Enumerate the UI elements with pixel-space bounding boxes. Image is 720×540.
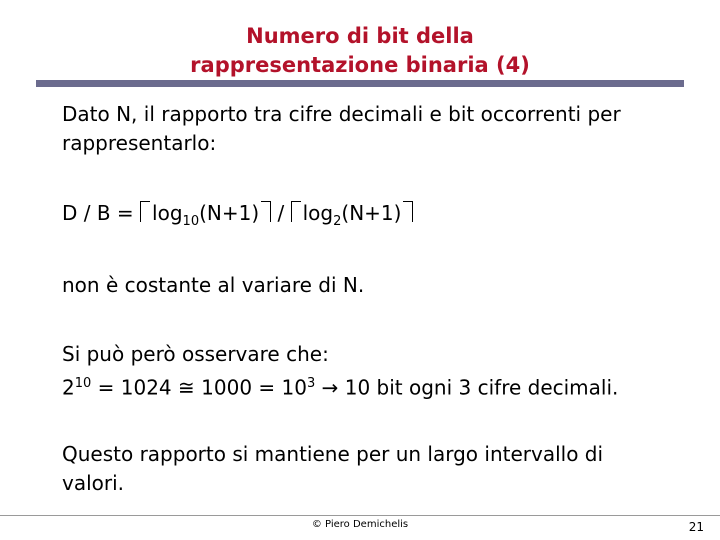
formula-arg-b: (N+1) [341, 201, 402, 225]
closing-line-2: valori. [62, 471, 125, 495]
intro-line-1: Dato N, il rapporto tra cifre decimali e bit occorrenti per [62, 102, 621, 126]
footer-divider [0, 515, 720, 516]
ratio-formula [62, 198, 413, 237]
formula-divider: / [271, 201, 291, 225]
equation-part-1: = 1024 [91, 375, 179, 400]
footer-credit: © Piero Demichelis [311, 519, 409, 530]
arrow-right-icon: → [321, 375, 339, 400]
slide-title-line-2: rappresentazione binaria (4) [190, 53, 530, 77]
equation-line [62, 369, 618, 403]
slide-title [0, 22, 720, 80]
observation-paragraph [62, 340, 618, 403]
title-divider [36, 80, 684, 87]
formula-arg-a: (N+1) [199, 201, 260, 225]
not-constant-line: non è costante al variare di N. [62, 273, 365, 297]
equation-base-1: 2 [62, 375, 75, 400]
ceil-left-icon [140, 201, 150, 222]
ceil-right-icon [403, 201, 413, 222]
closing-line-1: Questo rapporto si mantiene per un largo intervallo di [62, 442, 604, 466]
formula-lhs: D / B = [62, 201, 141, 225]
ceil-left-icon [291, 201, 301, 222]
ceil-right-icon [261, 201, 271, 222]
formula-base-b: 2 [333, 214, 342, 229]
page-number: 21 [688, 520, 704, 534]
slide-title-line-1: Numero di bit della [246, 24, 474, 48]
equation-part-2: 1000 = 10 [194, 375, 307, 400]
closing-paragraph [62, 440, 603, 498]
intro-line-2: rappresentarlo: [62, 131, 217, 155]
equation-exp-1: 10 [74, 376, 92, 391]
formula-log-a: log [152, 201, 183, 225]
intro-paragraph [62, 100, 621, 158]
formula-log-b: log [302, 201, 334, 225]
equation-conclusion: 10 bit ogni 3 cifre decimali. [338, 375, 619, 400]
observe-line: Si può però osservare che: [62, 342, 329, 366]
formula-base-a: 10 [182, 214, 200, 229]
equation-exp-2: 3 [306, 376, 316, 391]
approx-icon: ≅ [178, 375, 195, 400]
